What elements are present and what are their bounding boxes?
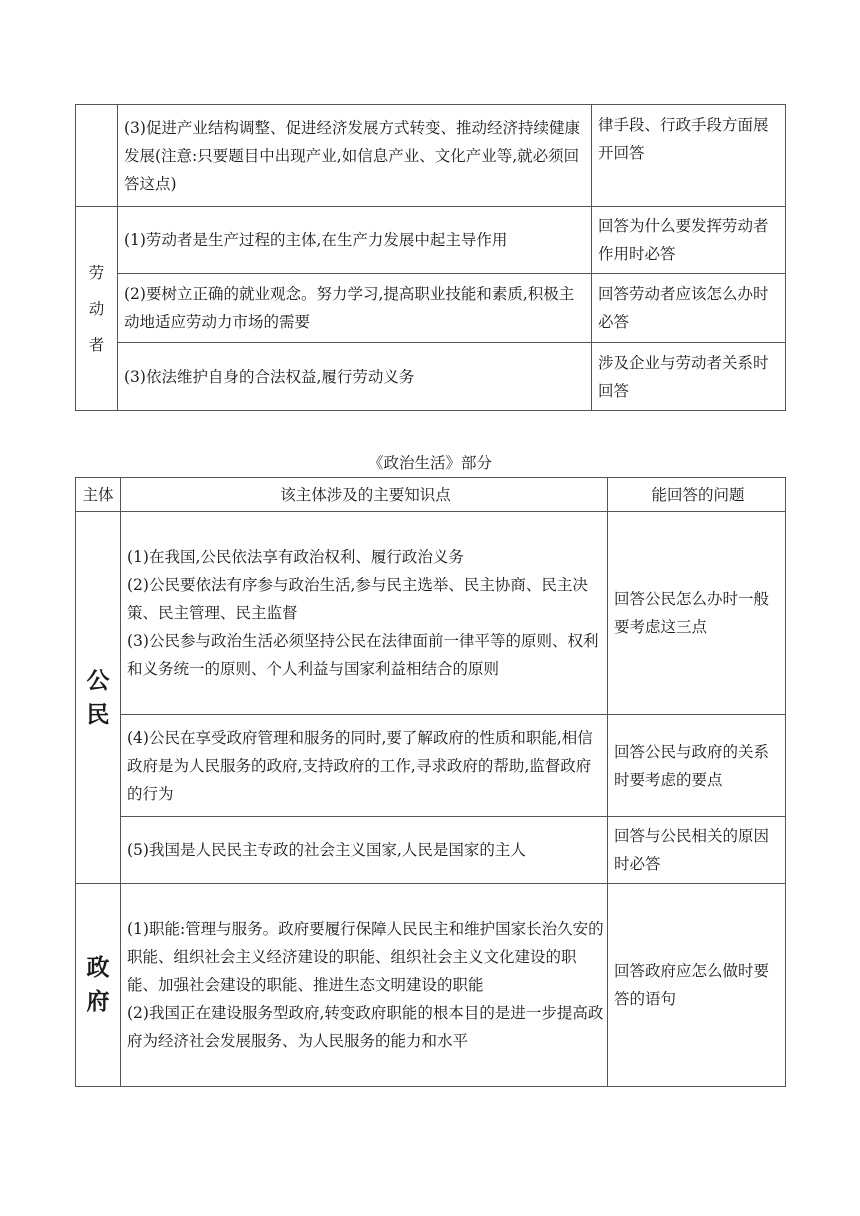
knowledge-point: (1)劳动者是生产过程的主体,在生产力发展中起主导作用 xyxy=(118,207,592,274)
knowledge-points xyxy=(121,512,608,715)
answer-cell: 回答与公民相关的原因时必答 xyxy=(608,817,786,884)
table-row xyxy=(76,715,786,817)
table-row xyxy=(76,105,786,207)
knowledge-point: (3)公民参与政治生活必须坚持公民在法律面前一律平等的原则、权利和义务统一的原则、个人利益与国家利益相结合的原则 xyxy=(127,632,599,678)
answer-cell: 回答公民与政府的关系时要考虑的要点 xyxy=(608,715,786,817)
table-header-row xyxy=(76,478,786,512)
economic-life-table-continued xyxy=(75,104,786,411)
table-row xyxy=(76,817,786,884)
answer-cell: 律手段、行政手段方面展开回答 xyxy=(592,105,786,207)
table-row xyxy=(76,207,786,274)
subject-labor: 劳 动 者 xyxy=(76,207,118,411)
knowledge-point: (1)在我国,公民依法享有政治权利、履行政治义务 xyxy=(127,548,464,566)
subject-citizen: 公 民 xyxy=(76,512,121,884)
knowledge-point: (3)依法维护自身的合法权益,履行劳动义务 xyxy=(118,343,592,411)
knowledge-points xyxy=(121,884,608,1087)
knowledge-point: (2)要树立正确的就业观念。努力学习,提高职业技能和素质,积极主动地适应劳动力市场的需要 xyxy=(118,274,592,343)
section-title: 《政治生活》部分 xyxy=(367,454,492,472)
answer-cell: 回答公民怎么办时一般要考虑这三点 xyxy=(608,512,786,715)
header-subject: 主体 xyxy=(76,478,121,512)
knowledge-point: (1)职能:管理与服务。政府要履行保障人民民主和维护国家长治久安的职能、组织社会主义经济建设的职能、组织社会主义文化建设的职能、加强社会建设的职能、推进生态文明建设的职能 xyxy=(127,920,604,994)
subject-cell-empty xyxy=(76,105,118,207)
header-answer: 能回答的问题 xyxy=(608,478,786,512)
knowledge-point: (2)公民要依法有序参与政治生活,参与民主选举、民主协商、民主决策、民主管理、民主监督 xyxy=(127,576,588,622)
answer-cell: 回答劳动者应该怎么办时必答 xyxy=(592,274,786,343)
political-life-table xyxy=(75,477,786,1087)
table-row xyxy=(76,274,786,343)
answer-cell: 涉及企业与劳动者关系时回答 xyxy=(592,343,786,411)
table-row xyxy=(76,884,786,1087)
knowledge-point: (3)促进产业结构调整、促进经济发展方式转变、推动经济持续健康发展(注意:只要题目中出现产业,如信息产业、文化产业等,就必须回答这点) xyxy=(118,105,592,207)
table-row xyxy=(76,343,786,411)
answer-cell: 回答为什么要发挥劳动者作用时必答 xyxy=(592,207,786,274)
header-points: 该主体涉及的主要知识点 xyxy=(121,478,608,512)
subject-government: 政 府 xyxy=(76,884,121,1087)
knowledge-point: (2)我国正在建设服务型政府,转变政府职能的根本目的是进一步提高政府为经济社会发展服务、为人民服务的能力和水平 xyxy=(127,1004,604,1050)
answer-cell: 回答政府应怎么做时要答的语句 xyxy=(608,884,786,1087)
table-row xyxy=(76,512,786,715)
knowledge-point: (4)公民在享受政府管理和服务的同时,要了解政府的性质和职能,相信政府是为人民服务的政府,支持政府的工作,寻求政府的帮助,监督政府的行为 xyxy=(121,715,608,817)
knowledge-point: (5)我国是人民民主专政的社会主义国家,人民是国家的主人 xyxy=(121,817,608,884)
